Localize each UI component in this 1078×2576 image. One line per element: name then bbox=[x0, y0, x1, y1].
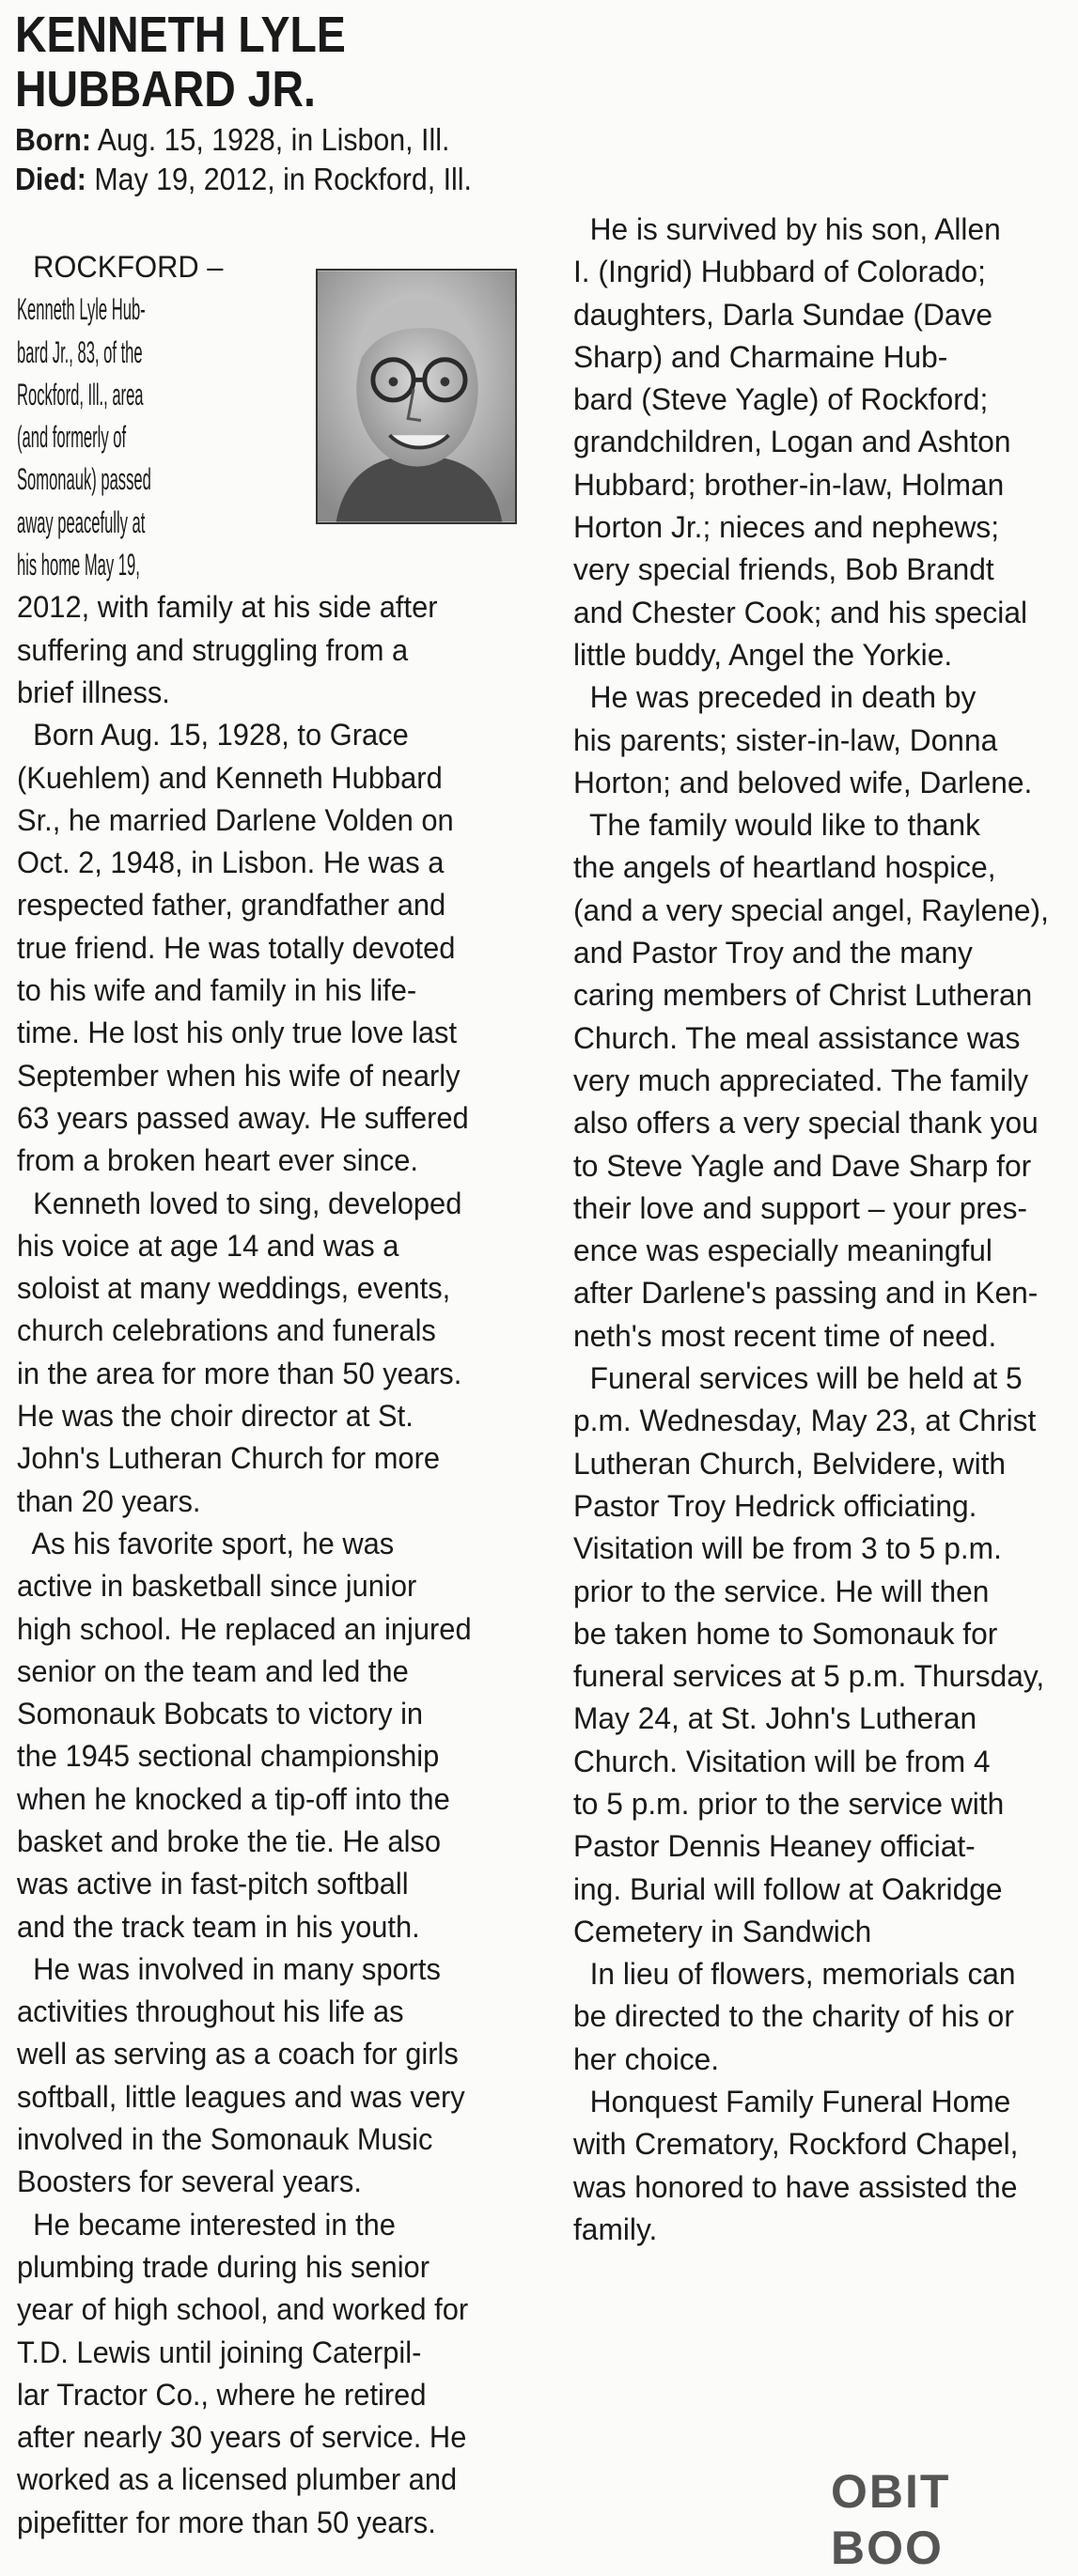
text-line: and Chester Cook; and his special bbox=[573, 595, 1028, 629]
text-line: p.m. Wednesday, May 23, at Christ bbox=[573, 1404, 1037, 1438]
text-line: ing. Burial will follow at Oakridge bbox=[573, 1871, 1003, 1906]
text-line: neth's most recent time of need. bbox=[573, 1318, 997, 1353]
text-line: He was the choir director at St. bbox=[17, 1399, 414, 1434]
born-line bbox=[15, 120, 551, 160]
text-line: Funeral services will be held at 5 bbox=[573, 1361, 1023, 1396]
text-line: to his wife and family in his life- bbox=[17, 973, 417, 1008]
text-line: their love and support – your pres- bbox=[573, 1190, 1027, 1225]
born-label: Born: bbox=[15, 122, 91, 157]
text-line: brief illness. bbox=[17, 675, 170, 709]
text-line: suffering and struggling from a bbox=[17, 632, 409, 667]
text-line: (and formerly of bbox=[17, 420, 127, 455]
text-line: from a broken heart ever since. bbox=[17, 1143, 418, 1178]
text-line: was active in fast-pitch softball bbox=[17, 1867, 409, 1901]
text-line: softball, little leagues and was very bbox=[17, 2079, 465, 2114]
text-line: caring members of Christ Lutheran bbox=[573, 978, 1033, 1013]
text-line: T.D. Lewis until joining Caterpil- bbox=[17, 2335, 422, 2369]
text-line: ence was especially meaningful bbox=[573, 1234, 992, 1268]
text-line: Pastor Dennis Heaney officiat- bbox=[573, 1829, 976, 1864]
text-line: Horton; and beloved wife, Darlene. bbox=[573, 765, 1033, 799]
text-line: (and a very special angel, Raylene), bbox=[573, 892, 1049, 927]
died-line bbox=[15, 160, 551, 199]
text-line: church celebrations and funerals bbox=[17, 1313, 436, 1348]
text-line: year of high school, and worked for bbox=[17, 2292, 469, 2327]
text-line: very special friends, Bob Brandt bbox=[573, 552, 994, 587]
obituary-left-column bbox=[17, 246, 543, 2544]
text-line: Sharp) and Charmaine Hub- bbox=[573, 339, 948, 374]
text-line: pipefitter for more than 50 years. bbox=[17, 2505, 436, 2539]
text-line: Oct. 2, 1948, in Lisbon. He was a bbox=[17, 846, 445, 880]
text-line: be directed to the charity of his or bbox=[573, 1999, 1014, 2034]
text-line: her choice. bbox=[573, 2041, 720, 2076]
text-line: away peacefully at bbox=[17, 504, 146, 539]
text-line: Hubbard; brother-in-law, Holman bbox=[573, 467, 1005, 502]
text-line: senior on the team and led the bbox=[17, 1653, 409, 1688]
text-line: respected father, grandfather and bbox=[17, 888, 446, 923]
text-line: Church. Visitation will be from 4 bbox=[573, 1744, 991, 1778]
died-label: Died: bbox=[15, 162, 86, 196]
text-line: (Kuehlem) and Kenneth Hubbard bbox=[17, 760, 443, 795]
text-line: Kenneth Lyle Hub- bbox=[17, 292, 146, 327]
text-line: Kenneth loved to sing, developed bbox=[17, 1186, 462, 1220]
text-line: worked as a licensed plumber and bbox=[17, 2462, 458, 2497]
text-line: Church. The meal assistance was bbox=[573, 1020, 1021, 1055]
text-line: involved in the Somonauk Music bbox=[17, 2122, 433, 2157]
text-line: bard (Steve Yagle) of Rockford; bbox=[573, 382, 989, 417]
text-line: 63 years passed away. He suffered bbox=[17, 1100, 469, 1135]
text-line: As his favorite sport, he was bbox=[17, 1526, 395, 1560]
text-line: soloist at many weddings, events, bbox=[17, 1271, 451, 1306]
text-line: He became interested in the bbox=[17, 2207, 396, 2242]
text-line: He was involved in many sports bbox=[17, 1951, 441, 1986]
text-line: Sr., he married Darlene Volden on bbox=[17, 802, 454, 837]
text-line: Born Aug. 15, 1928, to Grace bbox=[17, 718, 409, 753]
text-line: He is survived by his son, Allen bbox=[573, 212, 1001, 246]
text-line: Lutheran Church, Belvidere, with bbox=[573, 1446, 1007, 1481]
name-line-2: HUBBARD JR. bbox=[15, 61, 316, 117]
text-line: his voice at age 14 and was a bbox=[17, 1228, 399, 1263]
text-line: activities throughout his life as bbox=[17, 1994, 404, 2029]
text-line: to Steve Yagle and Dave Sharp for bbox=[573, 1148, 1032, 1183]
text-line: family. bbox=[573, 2211, 658, 2246]
text-line: basket and broke the tie. He also bbox=[17, 1823, 442, 1858]
obituary-right-column bbox=[573, 209, 1071, 2251]
text-line: The family would like to thank bbox=[573, 808, 981, 843]
text-line: Visitation will be from 3 to 5 p.m. bbox=[573, 1531, 1002, 1566]
text-line: and Pastor Troy and the many bbox=[573, 936, 973, 970]
text-line: Boosters for several years. bbox=[17, 2165, 362, 2199]
text-line: Cemetery in Sandwich bbox=[573, 1914, 872, 1948]
text-line: ROCKFORD – bbox=[17, 250, 224, 284]
text-line: very much appreciated. The family bbox=[573, 1063, 1029, 1097]
born-value: Aug. 15, 1928, in Lisbon, Ill. bbox=[90, 122, 450, 157]
text-line: lar Tractor Co., where he retired bbox=[17, 2377, 427, 2412]
text-line: true friend. He was totally devoted bbox=[17, 930, 456, 965]
text-line: September when his wife of nearly bbox=[17, 1058, 461, 1093]
text-line: after Darlene's passing and in Ken- bbox=[573, 1276, 1039, 1311]
text-line: daughters, Darla Sundae (Dave bbox=[573, 297, 992, 332]
text-line: was honored to have assisted the bbox=[573, 2169, 1018, 2204]
text-line: be taken home to Somonauk for bbox=[573, 1616, 998, 1651]
died-value: May 19, 2012, in Rockford, Ill. bbox=[86, 162, 472, 196]
text-line: I. (Ingrid) Hubbard of Colorado; bbox=[573, 255, 986, 289]
text-line: Pastor Troy Hedrick officiating. bbox=[573, 1488, 977, 1523]
text-line: May 24, at St. John's Lutheran bbox=[573, 1701, 977, 1736]
text-line: also offers a very special thank you bbox=[573, 1106, 1039, 1141]
name-line-1: KENNETH LYLE bbox=[15, 7, 346, 63]
text-line: 2012, with family at his side after bbox=[17, 590, 438, 625]
text-line: Horton Jr.; nieces and nephews; bbox=[573, 510, 1000, 545]
text-line: to 5 p.m. prior to the service with bbox=[573, 1786, 1005, 1821]
text-line: Somonauk Bobcats to victory in bbox=[17, 1697, 424, 1731]
text-line: the angels of heartland hospice, bbox=[573, 850, 996, 885]
text-line: Somonauk) passed bbox=[17, 462, 151, 497]
text-line: than 20 years. bbox=[17, 1483, 201, 1518]
text-line: funeral services at 5 p.m. Thursday, bbox=[573, 1659, 1045, 1694]
text-line: Honquest Family Funeral Home bbox=[573, 2085, 1011, 2119]
text-line: with Crematory, Rockford Chapel, bbox=[573, 2127, 1019, 2162]
text-line: active in basketball since junior bbox=[17, 1569, 417, 1604]
text-line: John's Lutheran Church for more bbox=[17, 1441, 440, 1476]
text-line: In lieu of flowers, memorials can bbox=[573, 1957, 1016, 1992]
text-line: his home May 19, bbox=[17, 548, 140, 582]
text-line: when he knocked a tip-off into the bbox=[17, 1781, 450, 1816]
text-line: grandchildren, Logan and Ashton bbox=[573, 425, 1011, 459]
text-line: time. He lost his only true love last bbox=[17, 1016, 458, 1050]
text-line: and the track team in his youth. bbox=[17, 1909, 420, 1944]
text-line: after nearly 30 years of service. He bbox=[17, 2420, 467, 2455]
text-line: well as serving as a coach for girls bbox=[17, 2037, 459, 2072]
text-line: the 1945 sectional championship bbox=[17, 1739, 440, 1774]
obit-book-stamp: OBIT BOO bbox=[831, 2465, 951, 2574]
text-line: Rockford, Ill., area bbox=[17, 377, 144, 411]
vital-dates bbox=[15, 120, 551, 199]
obituary-name bbox=[15, 8, 435, 116]
text-line: prior to the service. He will then bbox=[573, 1574, 990, 1608]
text-line: high school. He replaced an injured bbox=[17, 1611, 472, 1646]
text-line: his parents; sister-in-law, Donna bbox=[573, 722, 998, 757]
text-line: bard Jr., 83, of the bbox=[17, 334, 143, 369]
text-line: He was preceded in death by bbox=[573, 680, 976, 715]
text-line: plumbing trade during his senior bbox=[17, 2249, 430, 2284]
text-line: in the area for more than 50 years. bbox=[17, 1356, 462, 1390]
text-line: little buddy, Angel the Yorkie. bbox=[573, 637, 953, 672]
